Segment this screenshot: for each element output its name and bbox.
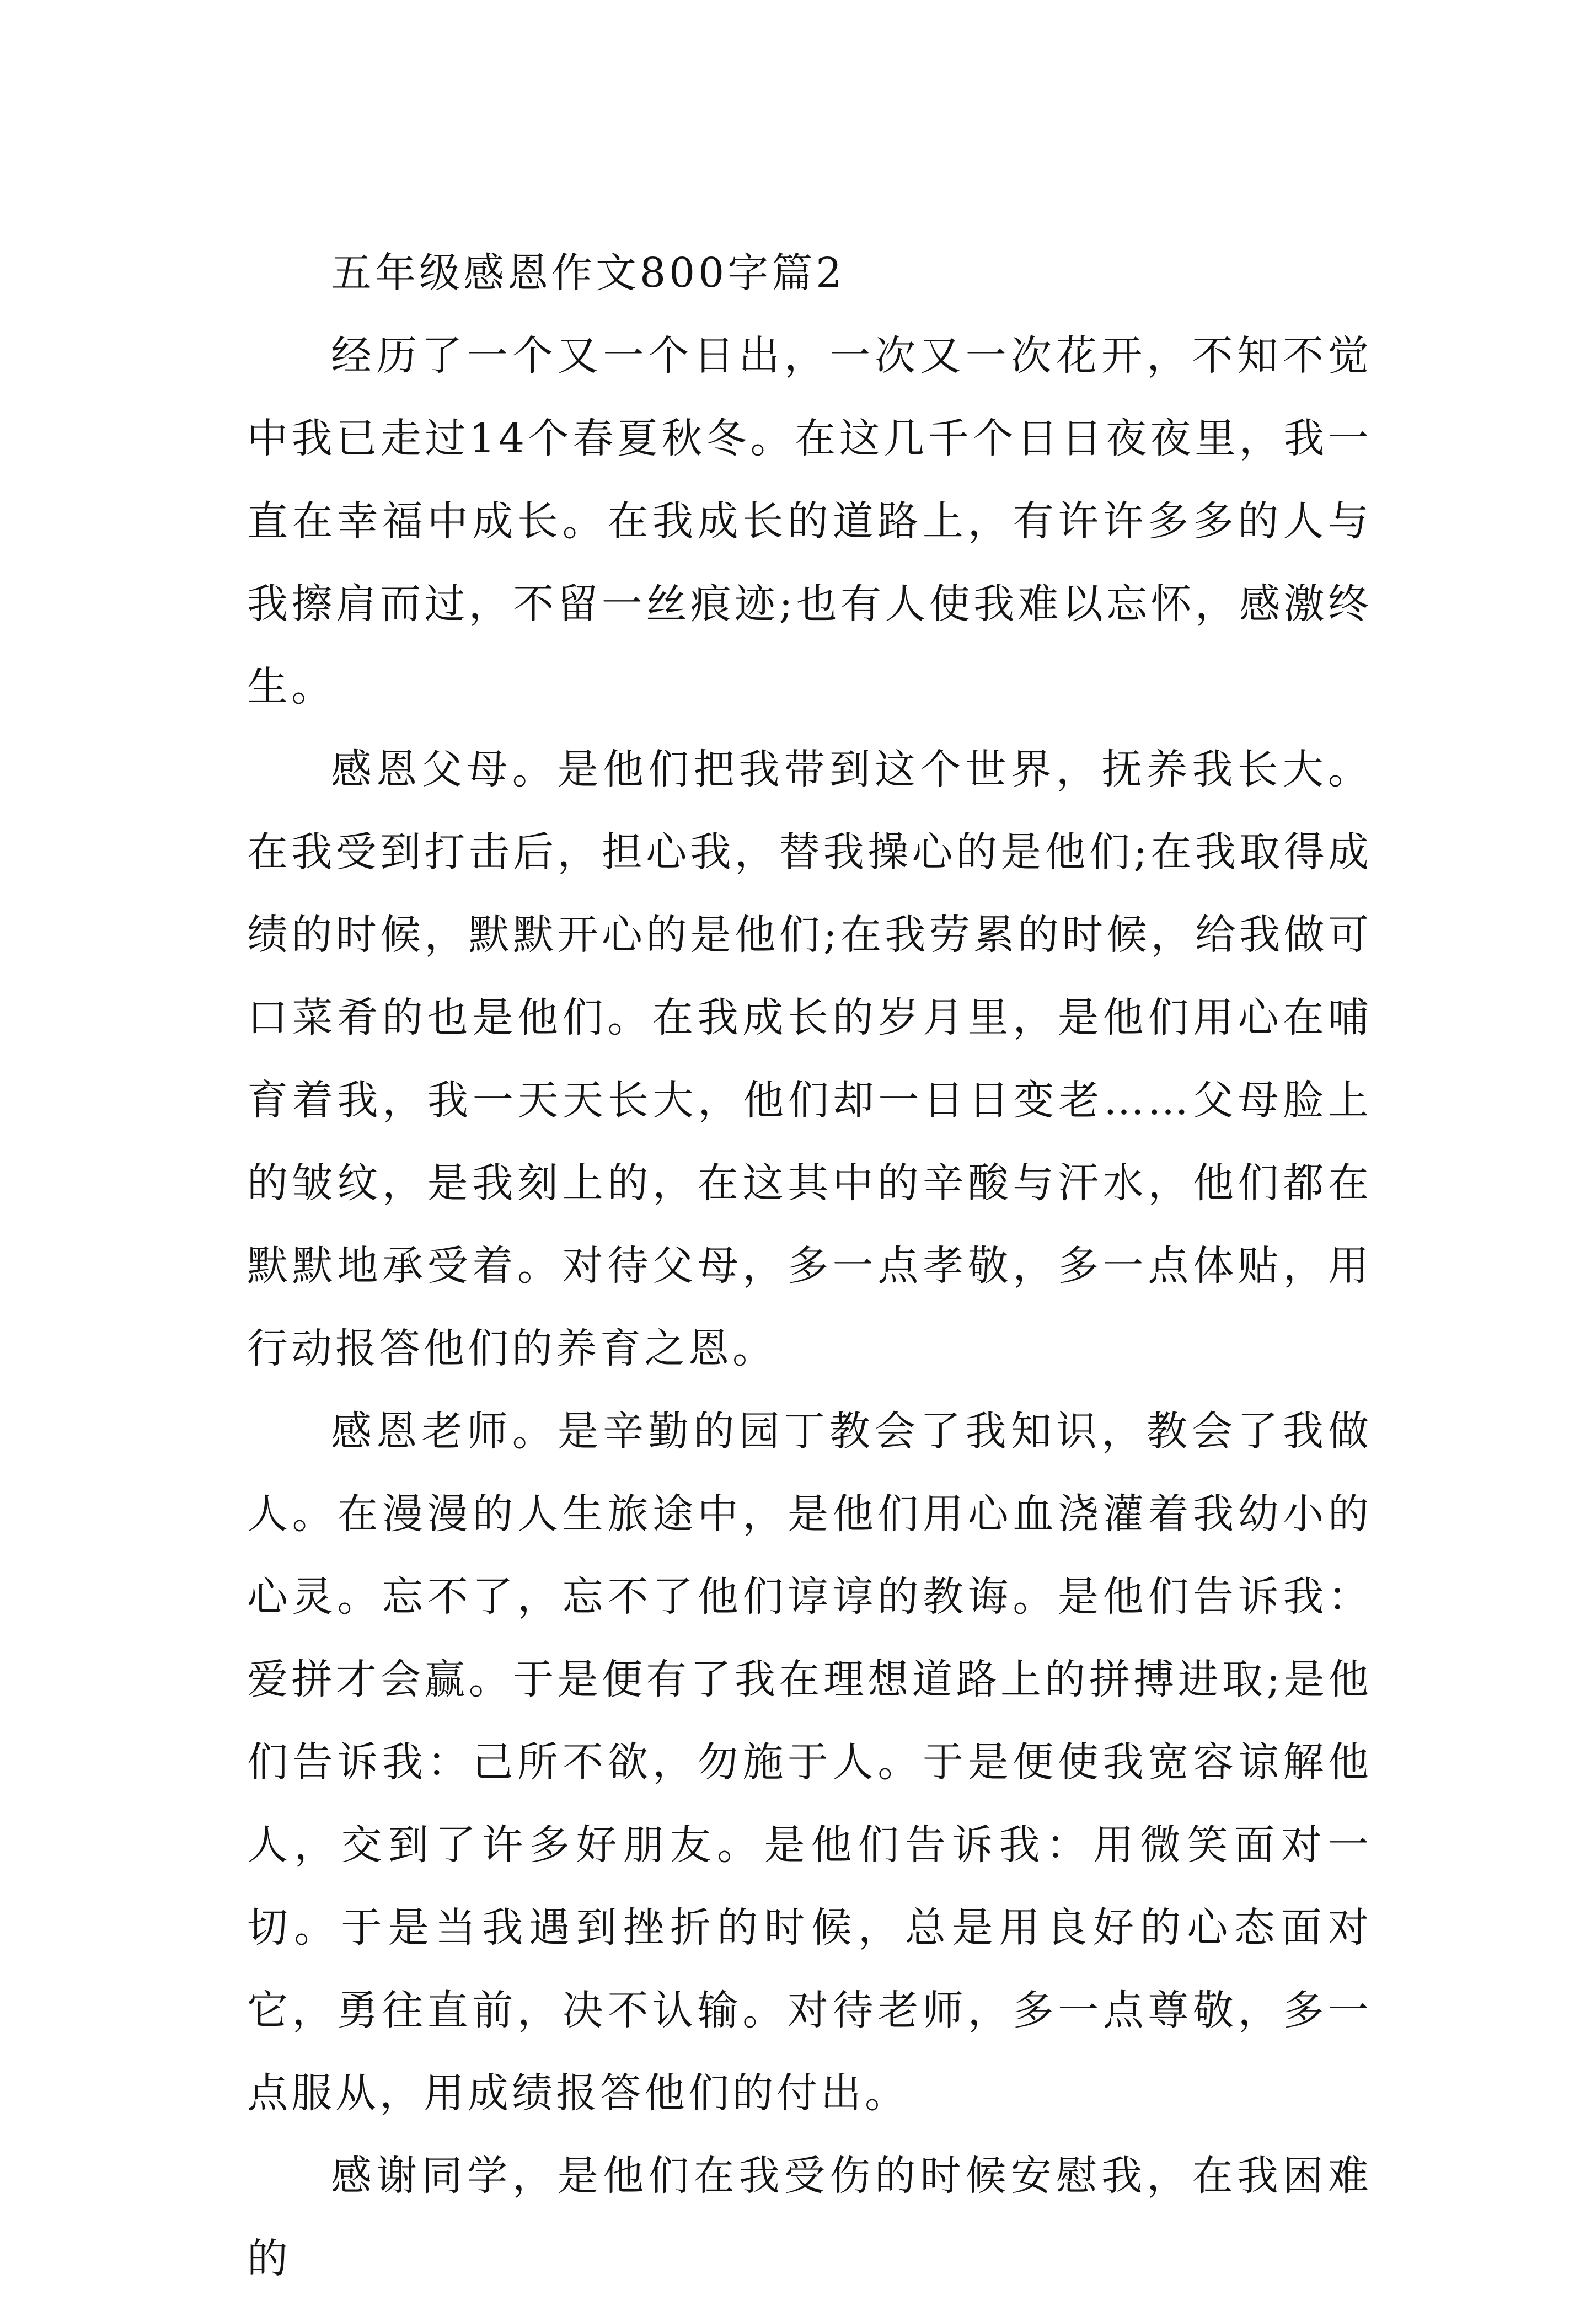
paragraph: 感谢同学，是他们在我受伤的时候安慰我，在我困难的 <box>247 2152 1372 2282</box>
paragraph: 感恩父母。是他们把我带到这个世界，抚养我长大。在我受到打击后，担心我，替我操心的是他们;在我取得成绩的时候，默默开心的是他们;在我劳累的时候，给我做可口菜肴的也是他们。在我成长的岁月里，是他们用心在哺育着我，我一天天长大，他们却一日日变老……父母脸上的皱纹，是我刻上的，在这其中的辛酸与汗水，他们都在默默地承受着。对待父母，多一点孝敬，多一点体贴，用行动报答他们的养育之恩。 <box>247 746 1372 1372</box>
document-body <box>247 232 1372 2300</box>
paragraph: 经历了一个又一个日出，一次又一次花开，不知不觉中我已走过14个春夏秋冬。在这几千个日日夜夜里，我一直在幸福中成长。在我成长的道路上，有许许多多的人与我擦肩而过，不留一丝痕迹;也有人使我难以忘怀，感激终生。 <box>247 332 1372 710</box>
paragraph: 感恩老师。是辛勤的园丁教会了我知识，教会了我做人。在漫漫的人生旅途中，是他们用心血浇灌着我幼小的心灵。忘不了，忘不了他们谆谆的教诲。是他们告诉我：爱拼才会赢。于是便有了我在理想道路上的拼搏进取;是他们告诉我：己所不欲，勿施于人。于是便使我宽容谅解他人，交到了许多好朋友。是他们告诉我：用微笑面对一切。于是当我遇到挫折的时候，总是用良好的心态面对它，勇往直前，决不认输。对待老师，多一点尊敬，多一点服从，用成绩报答他们的付出。 <box>247 1408 1372 2117</box>
document-title: 五年级感恩作文800字篇2 <box>331 249 845 297</box>
